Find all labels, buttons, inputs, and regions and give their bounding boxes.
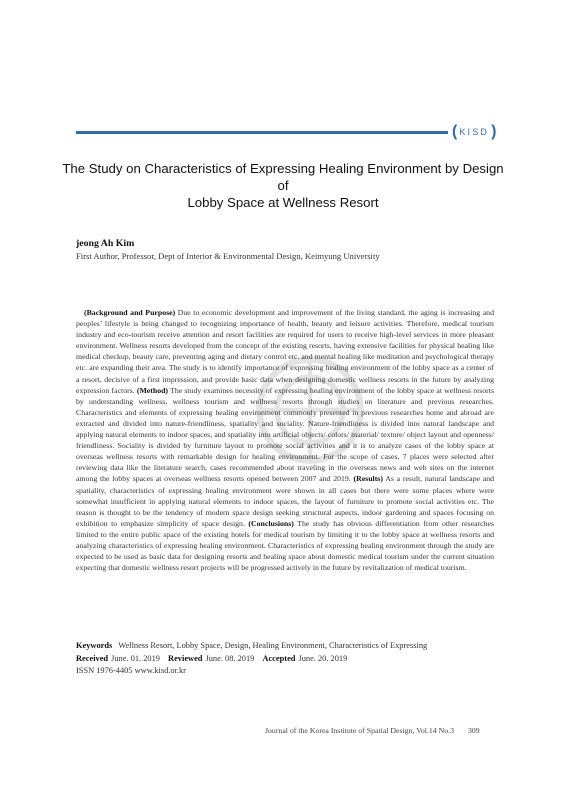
title-line-2: Lobby Space at Wellness Resort — [187, 195, 379, 210]
page-footer — [265, 726, 480, 735]
reviewed-date: June. 08. 2019 — [205, 654, 255, 663]
author-name: jeong Ah Kim — [76, 238, 135, 249]
abstract-conclusions-label: (Conclusions) — [248, 518, 294, 528]
logo-right-bracket: ) — [491, 123, 497, 140]
abstract-conclusions-text: The study has obvious differentiation from other researches limited to the entire public space of the existing hotels for medical tourism by limiting it to the lobby space at wellness resorts and analyzing characteristics of expressing healing environment. Characteristics of expressing healing environment through the study are expected to be used as basic data for designing resorts and healing space about domestic medical tourism under the current situation expecting that domestic wellness resort projects will be progressed actively in the future by revitalization of medical tourism. — [76, 518, 494, 573]
reviewed-label: Reviewed — [168, 654, 203, 663]
kisd-logo — [452, 124, 496, 140]
paper-title — [60, 160, 506, 211]
page-number: 309 — [467, 726, 480, 735]
accepted-label: Accepted — [262, 654, 296, 663]
keywords-value: Wellness Resort, Lobby Space, Design, Healing Environment, Characteristics of Expressing — [118, 641, 428, 650]
title-line-1: The Study on Characteristics of Expressing Healing Environment by Design of — [62, 161, 504, 193]
author-affiliation: First Author, Professor, Dept of Interior & Environmental Design, Keimyung University — [76, 251, 380, 261]
dates-line — [76, 654, 347, 663]
abstract-results-text: As a result, natural landscape and spatiality, characteristics of expressing healing environment were shown in all cases but there were some places where were somewhat insufficient in applying natural elements to indoor spaces, the layout of furniture to promote social activities etc. The reason is thought to be the tendency of modern space design seeking structural aspects, indoor gardening and spaces focusing on exhibition to emphasize simplicity of space design. — [76, 474, 494, 528]
abstract-method-text: The study examines necessity of expressing healing environment of the lobby space at wellness resorts by understanding wellness, wellness tourism and wellness resorts through studies on literature and previous researches. Characteristics and elements of expressing healing environment commonly presented in previous researches home and abroad are extracted and divided into nature-friendliness, spatiality and sociality. Nature-friendliness is divided into natural landscape and applying natural elements to indoor spaces, and spatiality into artificial objects/ colors/ material/ texture/ object layout and openness/ friendliness. Sociality is divided by furniture layout to promote social activities and it is to analyze cases of the lobby space at overseas wellness resorts with remarkable design for healing environment. For the scope of cases, 7 places were selected after reviewing data like the literature search, cases recommended about traveling in the overseas news and web sites on the internet among the lobby spaces at overseas wellness resorts opened between 2007 and 2019. — [76, 385, 494, 484]
header-rule — [76, 131, 448, 134]
abstract-background-label: (Background and Purpose) — [84, 308, 176, 317]
logo-left-bracket: ( — [452, 123, 458, 140]
abstract-method-label: (Method) — [136, 385, 169, 395]
keywords-line — [76, 641, 427, 650]
received-date: June. 01. 2019 — [111, 654, 160, 663]
abstract — [76, 307, 494, 573]
accepted-date: June. 20. 2019 — [298, 654, 348, 663]
received-label: Received — [76, 654, 109, 663]
abstract-results-label: (Results) — [353, 474, 383, 484]
journal-citation: Journal of the Korea Institute of Spatial Design, Vol.14 No.3 — [265, 726, 454, 735]
keywords-label: Keywords — [76, 641, 113, 650]
issn-line: ISSN 1976-4405 www.kisd.or.kr — [76, 666, 186, 675]
abstract-background-text: Due to economic development and improvement of the living standard, the aging is increasing and peoples’ lifestyle is being changed to recognizing importance of health, beauty and leisure activities. Therefore, medical tourism industry and eco-tourism receive attention and resort facilities are required for users to receive high-level services in more pleasant environment. Wellness resorts developed from the concept of the existing resorts, having extensive facilities for physical healing like medical checkup, beauty care, preventing aging and dietary control etc. and mental healing like meditation and psychological therapy etc. are expanding their area. The study is to identify importance of expressing healing environment of the lobby space as a center of a resort, decisive of a first impression, and provide basic data when designing domestic wellness resorts in the future by analyzing expression factors. — [76, 308, 494, 395]
logo-text: KISD — [459, 127, 490, 137]
